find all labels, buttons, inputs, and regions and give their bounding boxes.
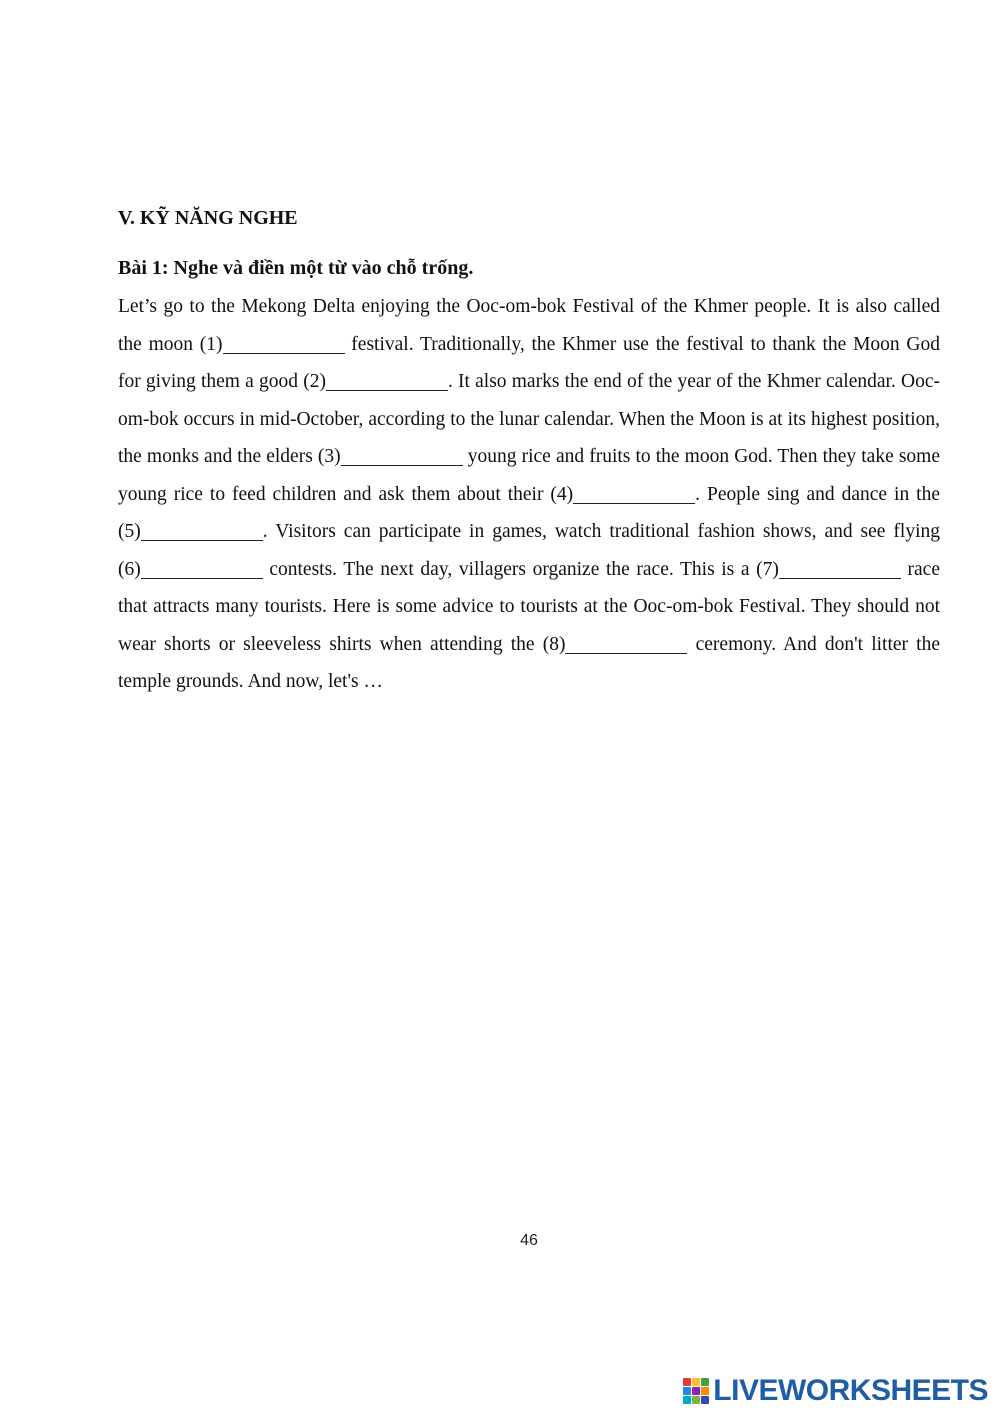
logo-square: [683, 1396, 691, 1404]
logo-square: [683, 1378, 691, 1386]
exercise-title: Bài 1: Nghe và điền một từ vào chỗ trống.: [118, 257, 474, 279]
answer-input-5[interactable]: [141, 524, 263, 541]
passage-text: ceremony. And don't litter the temple grounds. And now, let's …: [118, 633, 940, 692]
passage: [118, 288, 940, 701]
answer-input-6[interactable]: [141, 562, 263, 579]
blank-label: (2): [303, 371, 326, 392]
answer-input-8[interactable]: [565, 637, 687, 654]
passage-text: festival. Traditionally, the Khmer use the festival to thank the Moon God for giving them a good: [118, 333, 941, 392]
blank-label: (8): [542, 633, 566, 655]
blank-label: (7): [756, 558, 779, 580]
blank-label: (5): [118, 521, 141, 542]
blank-label: (4): [550, 483, 574, 505]
passage-text: . People sing and dance in the: [695, 483, 940, 505]
blank-8: [543, 634, 688, 655]
logo-square: [701, 1378, 709, 1386]
blank-7: [756, 559, 901, 580]
liveworksheets-logo-icon: [683, 1378, 709, 1404]
answer-input-1[interactable]: [223, 337, 345, 354]
blank-label: (3): [317, 446, 341, 467]
passage-text: . It also marks the end of the year of the Khmer calendar. Ooc-om-bok occurs in mid-October, according to the lunar calendar. When the Moon is at its highest position, the monks and the elders: [118, 371, 941, 467]
blank-5: [118, 521, 263, 542]
logo-square: [701, 1387, 709, 1395]
blank-3: [318, 446, 463, 467]
blank-2: [303, 371, 448, 392]
logo-square: [692, 1378, 700, 1386]
answer-input-3[interactable]: [341, 449, 463, 466]
logo-square: [692, 1396, 700, 1404]
brand-name: LIVEWORKSHEETS: [713, 1374, 988, 1407]
blank-6: [118, 559, 263, 580]
page-number: 46: [520, 1232, 538, 1249]
passage-text: contests. The next day, villagers organize the race. This is a: [262, 558, 757, 580]
blank-label: (6): [118, 558, 141, 580]
passage-text: Let’s go to the Mekong Delta enjoying the Ooc-om-bok Festival of the Khmer people. It is also called the moon: [118, 296, 940, 355]
section-title: V. KỸ NĂNG NGHE: [118, 207, 298, 229]
logo-square: [701, 1396, 709, 1404]
answer-input-4[interactable]: [573, 487, 695, 504]
answer-input-2[interactable]: [326, 374, 448, 391]
logo-square: [692, 1387, 700, 1395]
worksheet: [118, 204, 940, 701]
blank-label: (1): [199, 333, 223, 355]
passage-text: race that attracts many tourists. Here is some advice to tourists at the Ooc-om-bok Festival. They should not wear shorts or sleeveless shirts when attending the: [118, 558, 940, 655]
blank-1: [200, 334, 345, 355]
passage-text: . Visitors can participate in games, watch traditional fashion shows, and see flying: [262, 521, 940, 542]
logo-square: [683, 1387, 691, 1395]
liveworksheets-brand: [683, 1374, 988, 1408]
blank-4: [550, 484, 695, 505]
passage-text: young rice and fruits to the moon God. Then they take some young rice to feed children and ask them about their: [118, 446, 940, 505]
answer-input-7[interactable]: [779, 562, 901, 579]
